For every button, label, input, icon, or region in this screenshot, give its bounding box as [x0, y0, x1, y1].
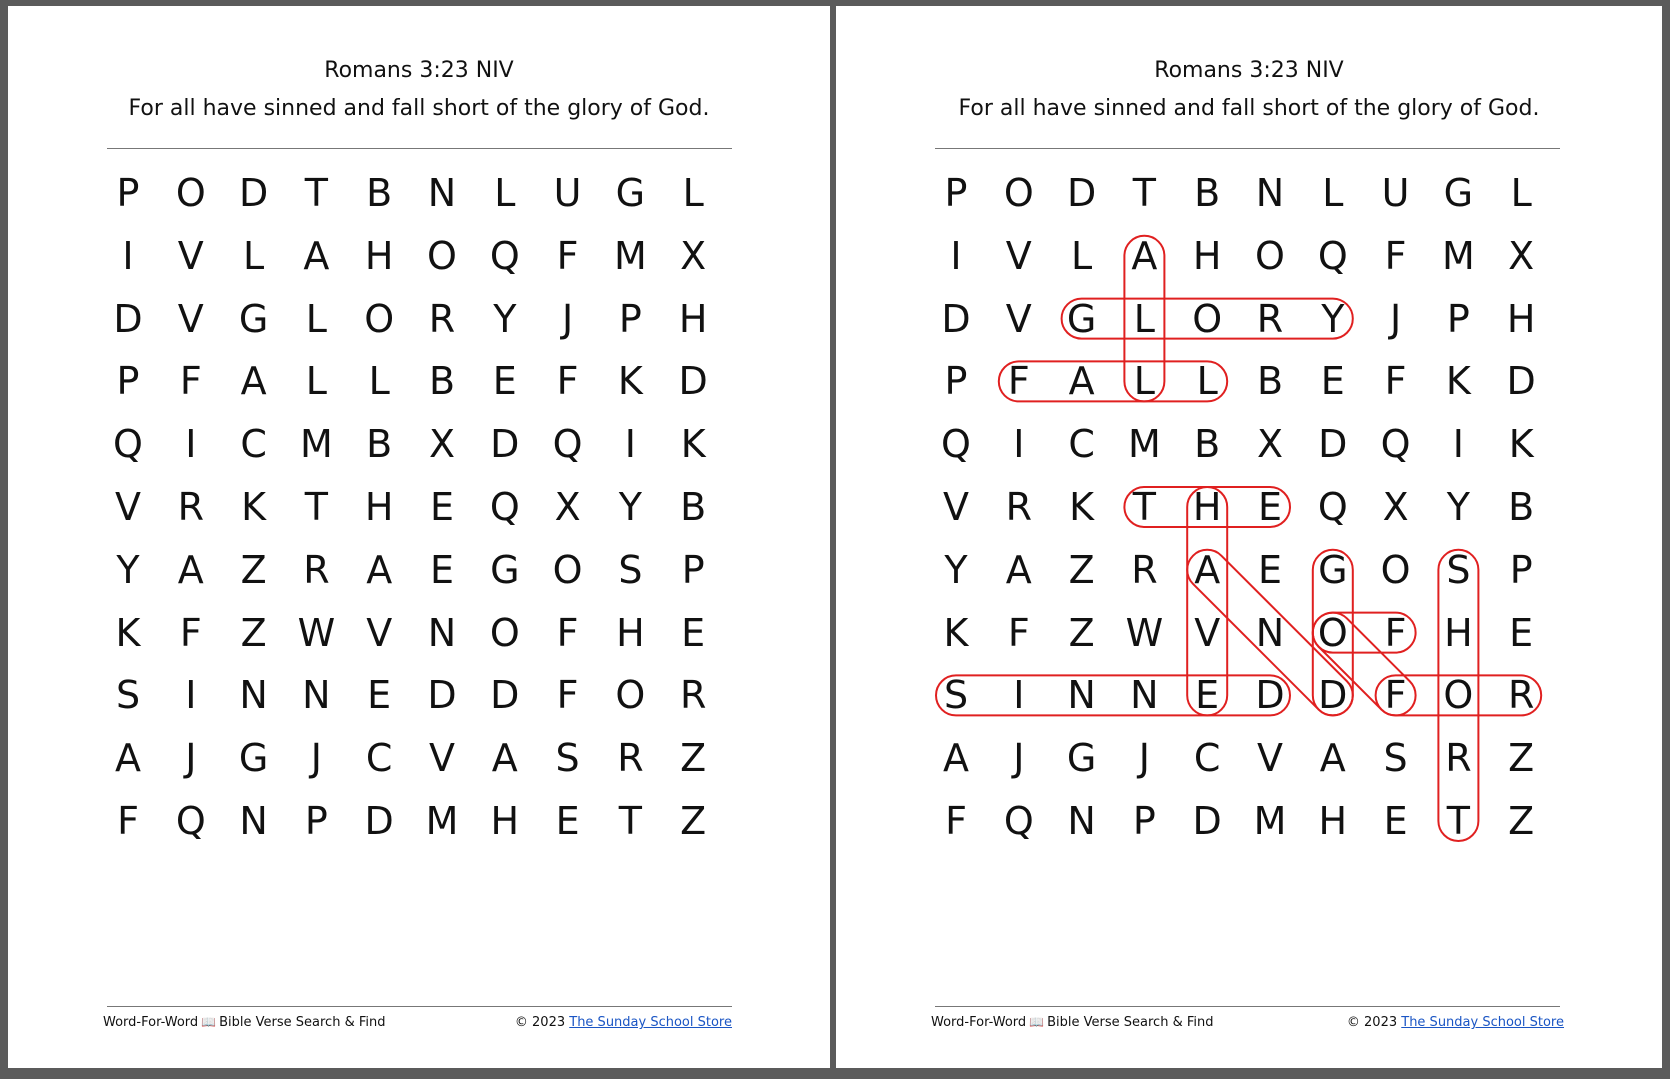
grid-letter: E — [1383, 799, 1408, 843]
grid-letter: F — [556, 359, 579, 404]
store-link[interactable]: The Sunday School Store — [1401, 1015, 1564, 1030]
grid-letter: T — [618, 799, 642, 843]
grid-letter: O — [1443, 673, 1474, 718]
grid-letter: V — [1005, 296, 1032, 341]
grid-letter: V — [177, 296, 204, 341]
grid-letter: E — [1509, 610, 1534, 655]
grid-letter: A — [1131, 233, 1158, 278]
grid-letter: F — [945, 799, 967, 843]
answer-key-page — [836, 6, 1662, 1068]
grid-letter: J — [310, 736, 322, 781]
grid-letter: A — [240, 359, 267, 404]
footer-copyright — [1347, 1015, 1564, 1030]
grid-letter: U — [1381, 171, 1410, 215]
grid-letter: X — [1382, 485, 1409, 529]
grid-letter: Z — [240, 610, 267, 655]
grid-letter: Q — [1317, 485, 1348, 529]
grid-letter: K — [115, 610, 141, 655]
series-subtitle: Bible Verse Search & Find — [1047, 1015, 1214, 1030]
grid-letter: O — [1380, 547, 1411, 592]
grid-letter: R — [177, 485, 204, 529]
grid-letter: Z — [680, 799, 707, 843]
grid-letter: V — [177, 233, 204, 278]
grid-letter: P — [1132, 799, 1156, 843]
grid-letter: L — [1071, 233, 1093, 278]
grid-letter: L — [494, 171, 516, 215]
grid-letter: J — [1013, 736, 1025, 781]
grid-letter: O — [1317, 610, 1348, 655]
grid-letter: W — [297, 610, 336, 655]
grid-letter: R — [1256, 296, 1284, 341]
grid-letter: N — [1130, 673, 1159, 718]
grid-letter: Y — [618, 485, 642, 529]
grid-letter: Y — [1321, 296, 1345, 341]
grid-letter: F — [556, 610, 579, 655]
grid-letter: Q — [1317, 233, 1348, 278]
grid-letter: F — [556, 233, 579, 278]
grid-letter: A — [177, 547, 204, 592]
grid-letter: D — [238, 171, 269, 215]
grid-letter: C — [365, 736, 393, 781]
grid-letter: P — [681, 547, 705, 592]
grid-letter: A — [1319, 736, 1346, 781]
series-subtitle: Bible Verse Search & Find — [219, 1015, 386, 1030]
grid-letter: I — [624, 422, 636, 467]
grid-letter: E — [1320, 359, 1345, 404]
grid-letter: D — [427, 673, 457, 718]
grid-letter: P — [116, 359, 140, 404]
grid-letter: B — [1194, 422, 1221, 467]
grid-letter: B — [1256, 359, 1284, 404]
grid-letter: X — [1256, 422, 1284, 467]
store-link[interactable]: The Sunday School Store — [569, 1015, 732, 1030]
grid-letter: B — [1508, 485, 1535, 529]
grid-letter: R — [303, 547, 330, 592]
grid-letter: E — [681, 610, 706, 655]
grid-letter: E — [1257, 485, 1282, 529]
grid-letter: V — [429, 736, 455, 781]
grid-letter: S — [1383, 736, 1408, 781]
grid-letter: O — [1003, 171, 1034, 215]
grid-letter: J — [1138, 736, 1150, 781]
page-title: Romans 3:23 NIV — [324, 58, 514, 83]
grid-letter: R — [428, 296, 456, 341]
grid-letter: M — [299, 422, 333, 467]
grid-letter: Q — [1380, 422, 1411, 467]
footer-series — [103, 1015, 385, 1030]
grid-letter: N — [1255, 171, 1285, 215]
grid-letter: G — [1318, 547, 1348, 592]
grid-letter: E — [1257, 547, 1282, 592]
grid-letter: Y — [116, 547, 140, 592]
verse-text: For all have sinned and fall short of the glory of God. — [128, 96, 710, 121]
grid-letter: X — [554, 485, 581, 529]
grid-letter: Z — [680, 736, 707, 781]
copyright-text: © 2023 — [1346, 1015, 1398, 1030]
grid-letter: X — [428, 422, 456, 467]
grid-letter: S — [618, 547, 643, 592]
grid-letter: G — [238, 296, 269, 341]
grid-letter: L — [682, 171, 704, 215]
grid-letter: L — [243, 233, 265, 278]
grid-letter: Q — [489, 233, 520, 278]
grid-letter: R — [617, 736, 644, 781]
grid-letter: W — [1125, 610, 1164, 655]
grid-letter: T — [1132, 171, 1156, 215]
grid-letter: P — [944, 171, 968, 215]
grid-letter: X — [680, 233, 707, 278]
grid-letter: Y — [1446, 485, 1470, 529]
grid-letter: L — [368, 359, 390, 404]
grid-letter: T — [1446, 799, 1470, 843]
grid-letter: F — [556, 673, 579, 718]
grid-letter: D — [1066, 171, 1097, 215]
grid-letter: R — [1507, 673, 1535, 718]
grid-letter: L — [1133, 296, 1155, 341]
grid-letter: P — [1509, 547, 1533, 592]
bottom-divider — [107, 1006, 732, 1007]
grid-letter: F — [179, 610, 202, 655]
grid-letter: A — [943, 736, 969, 781]
grid-letter: R — [1131, 547, 1158, 592]
puzzle-page — [8, 6, 830, 1068]
grid-letter: G — [238, 736, 269, 781]
grid-letter: T — [304, 485, 328, 529]
grid-letter: I — [1452, 422, 1464, 467]
grid-letter: D — [1255, 673, 1285, 718]
grid-letter: I — [950, 233, 962, 278]
grid-letter: Q — [941, 422, 971, 467]
grid-letter: V — [943, 485, 969, 529]
grid-letter: H — [1506, 296, 1536, 341]
grid-letter: E — [429, 547, 454, 592]
grid-letter: K — [943, 610, 969, 655]
grid-letter: F — [179, 359, 202, 404]
grid-letter: K — [1445, 359, 1471, 404]
grid-letter: S — [1446, 547, 1471, 592]
grid-letter: Q — [1003, 799, 1034, 843]
grid-letter: M — [1253, 799, 1287, 843]
grid-letter: R — [1005, 485, 1032, 529]
grid-letter: J — [1389, 296, 1402, 341]
grid-letter: S — [115, 673, 141, 718]
grid-letter: A — [115, 736, 141, 781]
grid-letter: D — [490, 673, 520, 718]
grid-letter: Z — [1508, 736, 1535, 781]
grid-letter: J — [185, 736, 197, 781]
grid-letter: I — [185, 422, 197, 467]
grid-letter: N — [1255, 610, 1285, 655]
grid-letter: T — [304, 171, 328, 215]
grid-letter: M — [1127, 422, 1161, 467]
grid-letter: H — [490, 799, 520, 843]
grid-letter: A — [303, 233, 330, 278]
grid-letter: B — [680, 485, 707, 529]
grid-letter: I — [122, 233, 134, 278]
grid-letter: R — [1445, 736, 1472, 781]
grid-letter: L — [1322, 171, 1344, 215]
letter-grid — [8, 6, 830, 1068]
grid-letter: Q — [489, 485, 520, 529]
grid-letter: A — [1068, 359, 1095, 404]
grid-letter: O — [364, 296, 395, 341]
grid-letter: F — [1384, 359, 1407, 404]
answer-letter-grid — [836, 6, 1662, 1068]
grid-letter: Z — [1068, 610, 1095, 655]
grid-letter: A — [491, 736, 518, 781]
grid-letter: Z — [1068, 547, 1095, 592]
grid-letter: B — [366, 422, 393, 467]
grid-letter: P — [944, 359, 968, 404]
bottom-divider — [935, 1006, 1560, 1007]
grid-letter: D — [1318, 422, 1348, 467]
series-name: Word-For-Word — [103, 1015, 199, 1030]
grid-letter: D — [941, 296, 971, 341]
grid-letter: N — [427, 610, 457, 655]
grid-letter: Y — [944, 547, 968, 592]
grid-letter: B — [428, 359, 456, 404]
grid-letter: H — [364, 485, 394, 529]
grid-letter: P — [116, 171, 140, 215]
grid-letter: E — [429, 485, 454, 529]
grid-letter: J — [561, 296, 574, 341]
grid-letter: P — [618, 296, 642, 341]
grid-letter: A — [1005, 547, 1032, 592]
grid-letter: C — [1068, 422, 1095, 467]
grid-letter: F — [1384, 673, 1407, 718]
grid-letter: I — [1013, 673, 1025, 718]
grid-letter: D — [1192, 799, 1222, 843]
grid-letter: L — [1133, 359, 1155, 404]
grid-letter: N — [239, 673, 268, 718]
grid-letter: N — [1067, 799, 1096, 843]
grid-letter: X — [1508, 233, 1535, 278]
grid-letter: F — [1007, 359, 1030, 404]
grid-letter: S — [943, 673, 969, 718]
grid-letter: Q — [113, 422, 143, 467]
grid-letter: O — [489, 610, 520, 655]
grid-letter: G — [490, 547, 520, 592]
grid-letter: Y — [493, 296, 517, 341]
grid-letter: L — [1196, 359, 1218, 404]
grid-letter: C — [240, 422, 267, 467]
grid-letter: K — [617, 359, 643, 404]
book-icon: 📖 — [1029, 1015, 1045, 1029]
grid-letter: E — [555, 799, 580, 843]
grid-letter: I — [1013, 422, 1025, 467]
grid-letter: L — [305, 296, 327, 341]
grid-letter: O — [615, 673, 646, 718]
grid-letter: Z — [240, 547, 267, 592]
grid-letter: H — [678, 296, 708, 341]
grid-letter: N — [239, 799, 268, 843]
grid-letter: K — [1508, 422, 1534, 467]
grid-letter: H — [1192, 485, 1222, 529]
footer-series — [931, 1015, 1213, 1030]
book-icon: 📖 — [201, 1015, 217, 1029]
grid-letter: V — [115, 485, 141, 529]
grid-letter: G — [1066, 736, 1097, 781]
grid-letter: D — [364, 799, 394, 843]
grid-letter: M — [613, 233, 647, 278]
grid-letter: H — [1192, 233, 1222, 278]
grid-letter: K — [1069, 485, 1095, 529]
series-name: Word-For-Word — [931, 1015, 1027, 1030]
grid-letter: Q — [175, 799, 206, 843]
grid-letter: G — [615, 171, 646, 215]
grid-letter: P — [1446, 296, 1470, 341]
grid-letter: P — [304, 799, 328, 843]
grid-letter: N — [1067, 673, 1096, 718]
grid-letter: Q — [552, 422, 583, 467]
grid-letter: T — [1132, 485, 1156, 529]
grid-letter: B — [366, 171, 393, 215]
grid-letter: U — [553, 171, 582, 215]
footer-copyright — [515, 1015, 732, 1030]
grid-letter: O — [1255, 233, 1285, 278]
grid-letter: V — [1257, 736, 1283, 781]
grid-letter: E — [492, 359, 517, 404]
grid-letter: K — [241, 485, 267, 529]
grid-letter: N — [302, 673, 331, 718]
grid-letter: A — [1194, 547, 1221, 592]
grid-letter: Z — [1508, 799, 1535, 843]
grid-letter: D — [1506, 359, 1536, 404]
grid-letter: I — [185, 673, 197, 718]
grid-letter: D — [1318, 673, 1348, 718]
grid-letter: D — [678, 359, 708, 404]
grid-letter: H — [616, 610, 645, 655]
grid-letter: L — [305, 359, 327, 404]
grid-letter: C — [1193, 736, 1221, 781]
grid-letter: K — [680, 422, 706, 467]
grid-letter: B — [1194, 171, 1221, 215]
grid-letter: F — [117, 799, 139, 843]
page-title: Romans 3:23 NIV — [1154, 58, 1344, 83]
grid-letter: G — [1066, 296, 1097, 341]
copyright-text: © 2023 — [514, 1015, 566, 1030]
grid-letter: V — [1005, 233, 1032, 278]
grid-letter: O — [427, 233, 457, 278]
grid-letter: G — [1443, 171, 1474, 215]
grid-letter: A — [366, 547, 393, 592]
grid-letter: H — [1444, 610, 1473, 655]
grid-letter: V — [366, 610, 393, 655]
grid-letter: O — [175, 171, 206, 215]
grid-letter: H — [1318, 799, 1348, 843]
grid-letter: L — [1510, 171, 1532, 215]
grid-letter: N — [427, 171, 457, 215]
grid-letter: M — [1441, 233, 1475, 278]
grid-letter: M — [425, 799, 459, 843]
grid-letter: O — [1192, 296, 1223, 341]
grid-letter: E — [1195, 673, 1220, 718]
grid-letter: D — [113, 296, 143, 341]
grid-letter: E — [367, 673, 392, 718]
grid-letter: S — [555, 736, 580, 781]
grid-letter: O — [552, 547, 583, 592]
grid-letter: F — [1007, 610, 1030, 655]
grid-letter: V — [1194, 610, 1221, 655]
grid-letter: R — [679, 673, 707, 718]
grid-letter: D — [490, 422, 520, 467]
grid-letter: H — [364, 233, 394, 278]
grid-letter: F — [1384, 233, 1407, 278]
grid-letter: F — [1384, 610, 1407, 655]
verse-text: For all have sinned and fall short of the glory of God. — [958, 96, 1540, 121]
